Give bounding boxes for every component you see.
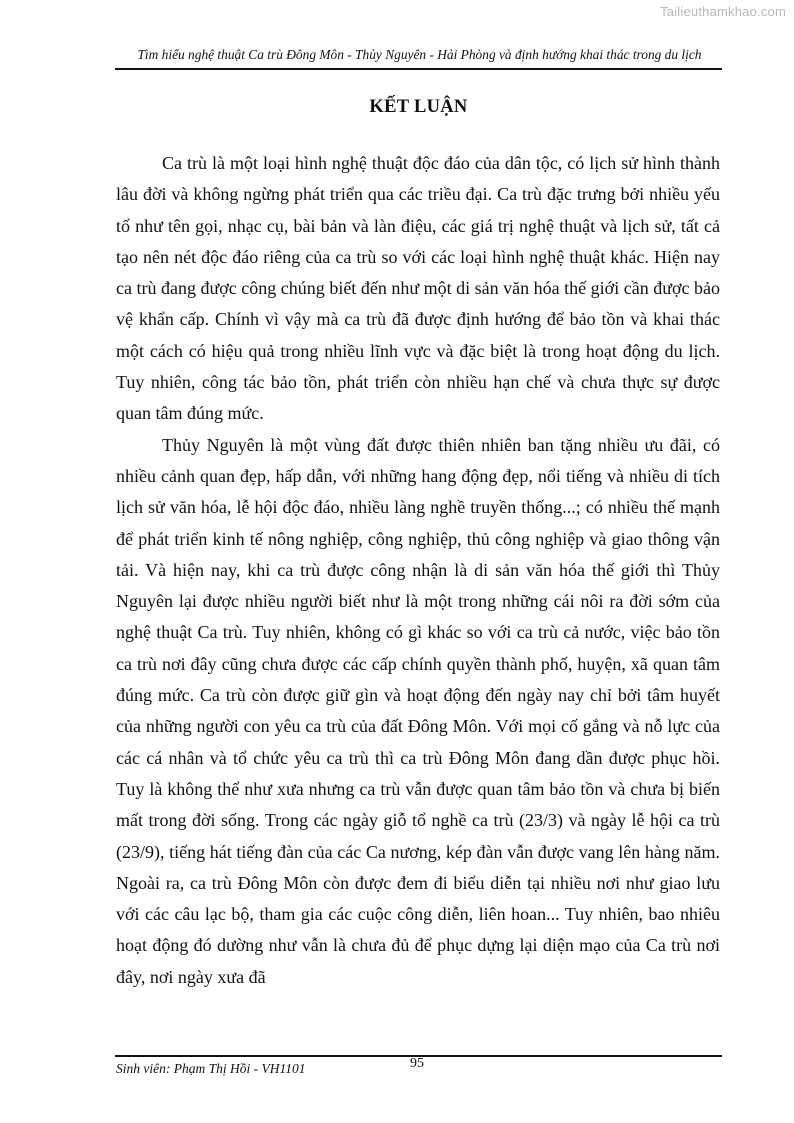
body-text bbox=[116, 148, 720, 993]
header-divider bbox=[115, 68, 722, 70]
footer-student: Sinh viên: Phạm Thị Hồi - VH1101 bbox=[116, 1061, 306, 1076]
running-header: Tìm hiểu nghệ thuật Ca trù Đông Môn - Thủy Nguyên - Hải Phòng và định hướng khai thác trong du lịch bbox=[137, 47, 702, 62]
section-title: KẾT LUẬN bbox=[369, 97, 468, 117]
page-number: 95 bbox=[410, 1056, 424, 1071]
watermark-text: Tailieuthamkhao.com bbox=[660, 4, 786, 19]
paragraph-1: Ca trù là một loại hình nghệ thuật độc đáo của dân tộc, có lịch sử hình thành lâu đời và không ngừng phát triển qua các triều đại. Ca trù đặc trưng bởi nhiều yếu tố như tên gọi, nhạc cụ, bài bản và làn điệu, các giá trị nghệ thuật và lịch sử, tất cả tạo nên nét độc đáo riêng của ca trù so với các loại hình nghệ thuật khác. Hiện nay ca trù đang được công chúng biết đến như một di sản văn hóa thế giới cần được bảo vệ khẩn cấp. Chính vì vậy mà ca trù đã được định hướng để bảo tồn và khai thác một cách có hiệu quả trong nhiều lĩnh vực và đặc biệt là trong hoạt động du lịch. Tuy nhiên, công tác bảo tồn, phát triển còn nhiều hạn chế và chưa thực sự được quan tâm đúng mức. bbox=[116, 153, 720, 424]
paragraph-2: Thủy Nguyên là một vùng đất được thiên nhiên ban tặng nhiều ưu đãi, có nhiều cảnh quan đẹp, hấp dẫn, với những hang động đẹp, nổi tiếng và nhiều di tích lịch sử văn hóa, lễ hội độc đáo, nhiều làng nghề truyền thống...; có nhiều thế mạnh để phát triển kinh tế nông nghiệp, công nghiệp, thủ công nghiệp và giao thông vận tải. Và hiện nay, khi ca trù được công nhận là di sản văn hóa thế giới thì Thủy Nguyên lại được nhiều người biết như là một trong những cái nôi ra đời sớm của nghệ thuật Ca trù. Tuy nhiên, không có gì khác so với ca trù cả nước, việc bảo tồn ca trù nơi đây cũng chưa được các cấp chính quyền thành phố, huyện, xã quan tâm đúng mức. Ca trù còn được giữ gìn và hoạt động đến ngày nay chỉ bởi tâm huyết của những người con yêu ca trù của đất Đông Môn. Với mọi cố gắng và nỗ lực của các cá nhân và tổ chức yêu ca trù thì ca trù Đông Môn đang dần được phục hồi. Tuy là không thể như xưa nhưng ca trù vẫn được quan tâm bảo tồn và chưa bị biến mất trong đời sống. Trong các ngày giỗ tổ nghề ca trù (23/3) và ngày lễ hội ca trù (23/9), tiếng hát tiếng đàn của các Ca nương, kép đàn vẫn được vang lên hàng năm. Ngoài ra, ca trù Đông Môn còn được đem đi biểu diễn tại nhiều nơi như giao lưu với các câu lạc bộ, tham gia các cuộc công diễn, liên hoan... Tuy nhiên, bao nhiêu hoạt động đó dường như vẫn là chưa đủ để phục dựng lại diện mạo của Ca trù nơi đây, nơi ngày xưa đã bbox=[116, 434, 720, 987]
